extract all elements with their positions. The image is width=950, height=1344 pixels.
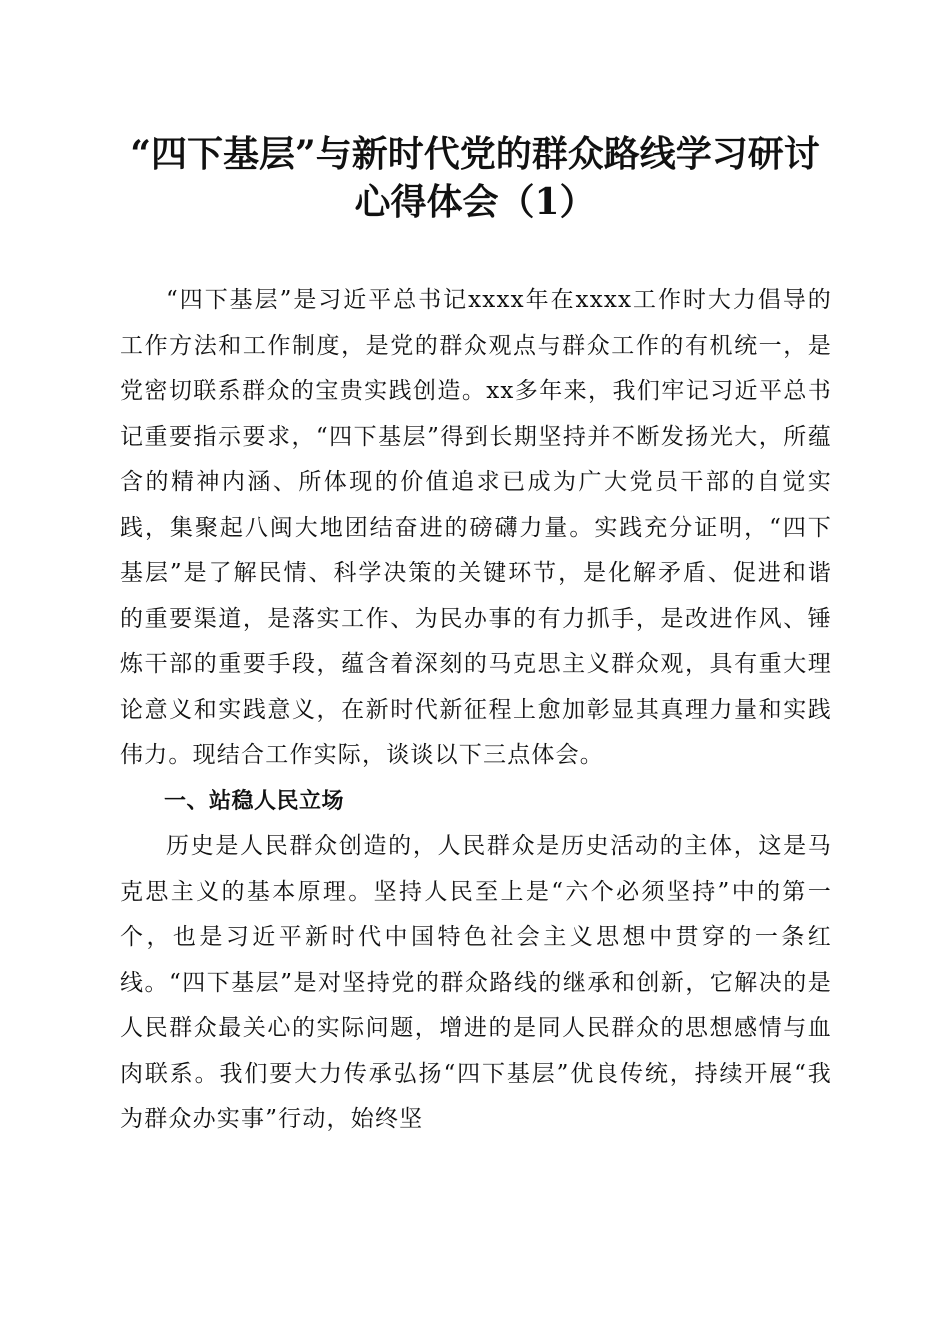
title-line-1: “四下基层”与新时代党的群众路线学习研讨 [130, 133, 820, 175]
paragraph-intro: “四下基层”是习近平总书记xxxx年在xxxx工作时大力倡导的工作方法和工作制度，是党的群众观点与群众工作的有机统一，是党密切联系群众的宝贵实践创造。xx多年来，我们牢记习近平总书记重要指示要求，“四下基层”得到长期坚持并不断发扬光大，所蕴含的精神内涵、所体现的价值追求已成为广大党员干部的自觉实践，集聚起八闽大地团结奋进的磅礴力量。实践充分证明，“四下基层”是了解民情、科学决策的关键环节，是化解矛盾、促进和谐的重要渠道，是落实工作、为民办事的有力抓手，是改进作风、锤炼干部的重要手段，蕴含着深刻的马克思主义群众观，具有重大理论意义和实践意义，在新时代新征程上愈加彰显其真理力量和实践伟力。现结合工作实际，谈谈以下三点体会。 [120, 287, 832, 768]
document-body [120, 278, 832, 1143]
paragraph-section-1: 历史是人民群众创造的，人民群众是历史活动的主体，这是马克思主义的基本原理。坚持人民至上是“六个必须坚持”中的第一个，也是习近平新时代中国特色社会主义思想中贯穿的一条红线。“四下基层”是对坚持党的群众路线的继承和创新，它解决的是人民群众最关心的实际问题，增进的是同人民群众的思想感情与血肉联系。我们要大力传承弘扬“四下基层”优良传统，持续开展“我为群众办实事”行动，始终坚 [120, 833, 832, 1132]
section-heading-1: 一、站稳人民立场 [164, 788, 345, 814]
title-line-2: 心得体会（1） [354, 181, 596, 223]
document-title [120, 130, 830, 226]
